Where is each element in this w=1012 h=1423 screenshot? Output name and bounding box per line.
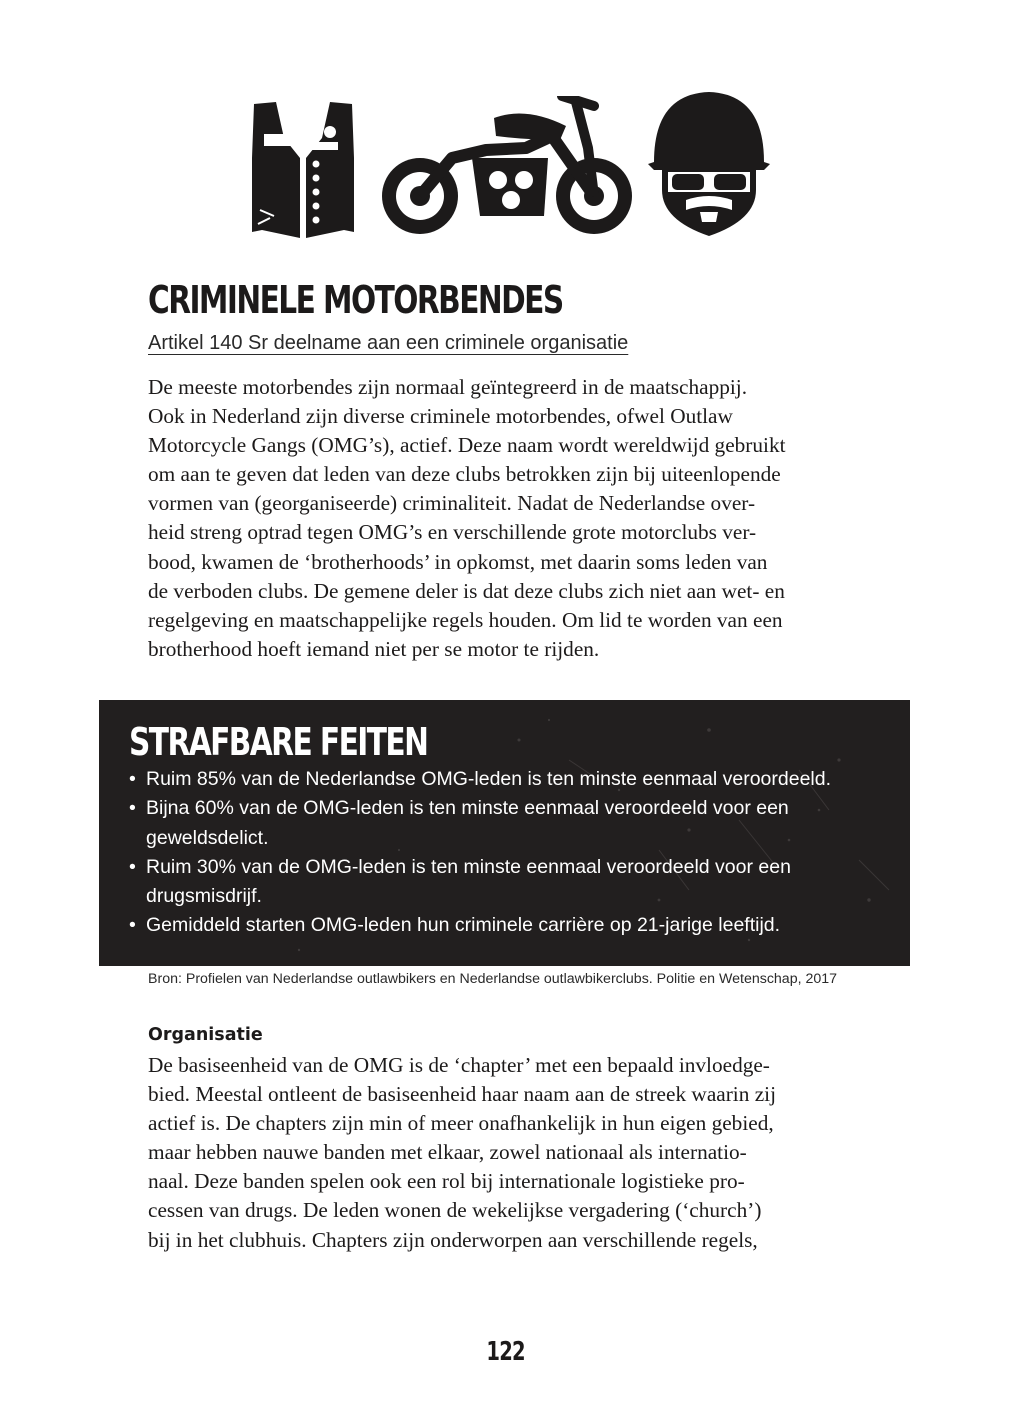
organisation-paragraph [148, 1051, 888, 1255]
list-item [129, 911, 831, 940]
text-line: om aan te geven dat leden van deze clubs betrokken zijn bij uiteenlopende [148, 462, 781, 487]
text-line: de verboden clubs. De gemene deler is dat deze clubs zich niet aan wet- en [148, 578, 785, 603]
page-number-text: 122 [486, 1337, 526, 1367]
header-illustration [246, 90, 776, 240]
text-line: maar hebben nauwe banden met elkaar, zowel nationaal als internatio- [148, 1140, 747, 1165]
vest-icon [250, 98, 356, 240]
facts-list [129, 765, 831, 941]
motorcycle-icon [376, 96, 638, 238]
list-item [129, 765, 831, 794]
bullet: • [129, 914, 136, 937]
page-title: CRIMINELE MOTORBENDES [148, 278, 563, 322]
facts-title: STRAFBARE FEITEN [129, 720, 428, 764]
text-line: naal. Deze banden spelen ook een rol bij internationale logistieke pro- [148, 1169, 745, 1194]
text-line: bood, kwamen de ‘brotherhoods’ in opkomst, met daarin soms leden van [148, 549, 768, 574]
text-line: De meeste motorbendes zijn normaal geïntegreerd in de maatschappij. [148, 375, 748, 399]
text-line: vormen van (georganiseerde) criminaliteit. Nadat de Nederlandse over- [148, 491, 756, 516]
biker-helmet-icon [646, 90, 772, 240]
source-note: Bron: Profielen van Nederlandse outlawbikers en Nederlandse outlawbikerclubs. Politie en Wetenschap, 2017 [148, 971, 838, 987]
text-line: heid streng optrad tegen OMG’s en verschillende grote motorclubs ver- [148, 520, 757, 545]
bullet: • [129, 855, 136, 878]
text-line: De basiseenheid van de OMG is de ‘chapter’ met een bepaald invloedge- [148, 1053, 770, 1077]
fact-text: Gemiddeld starten OMG-leden hun criminele carrière op 21-jarige leeftijd. [146, 914, 781, 937]
fact-text: Ruim 30% van de OMG-leden is ten minste eenmaal veroordeeld voor een [146, 855, 791, 878]
section-heading: Organisatie [148, 1025, 263, 1045]
text-line: Ook in Nederland zijn diverse criminele motorbendes, ofwel Outlaw [148, 404, 733, 429]
list-item [129, 794, 831, 853]
intro-paragraph [148, 373, 888, 664]
text-line: regelgeving en maatschappelijke regels houden. Om lid te worden van een [148, 607, 783, 632]
text-line: actief is. De chapters zijn min of meer onafhankelijk in hun eigen gebied, [148, 1111, 774, 1136]
text-line: Motorcycle Gangs (OMG’s), actief. Deze naam wordt wereldwijd gebruikt [148, 433, 786, 458]
page-number [0, 1337, 1012, 1367]
fact-text: Ruim 85% van de Nederlandse OMG-leden is ten minste eenmaal veroordeeld. [146, 768, 832, 790]
fact-text-continued: geweldsdelict. [146, 826, 269, 849]
facts-box [99, 700, 910, 966]
text-line: bied. Meestal ontleent de basiseenheid haar naam aan de streek waarin zij [148, 1082, 776, 1107]
subtitle: Artikel 140 Sr deelname aan een criminele organisatie [148, 332, 629, 354]
bullet: • [129, 797, 136, 820]
text-line: cessen van drugs. De leden wonen de wekelijkse vergadering (‘church’) [148, 1198, 762, 1223]
text-line: bij in het clubhuis. Chapters zijn onderworpen aan verschillende regels, [148, 1227, 758, 1252]
fact-text-continued: drugsmisdrijf. [146, 885, 262, 908]
text-line: brotherhood hoeft iemand niet per se motor te rijden. [148, 636, 600, 661]
fact-text: Bijna 60% van de OMG-leden is ten minste eenmaal veroordeeld voor een [146, 797, 789, 820]
list-item [129, 853, 831, 912]
bullet: • [129, 768, 136, 790]
